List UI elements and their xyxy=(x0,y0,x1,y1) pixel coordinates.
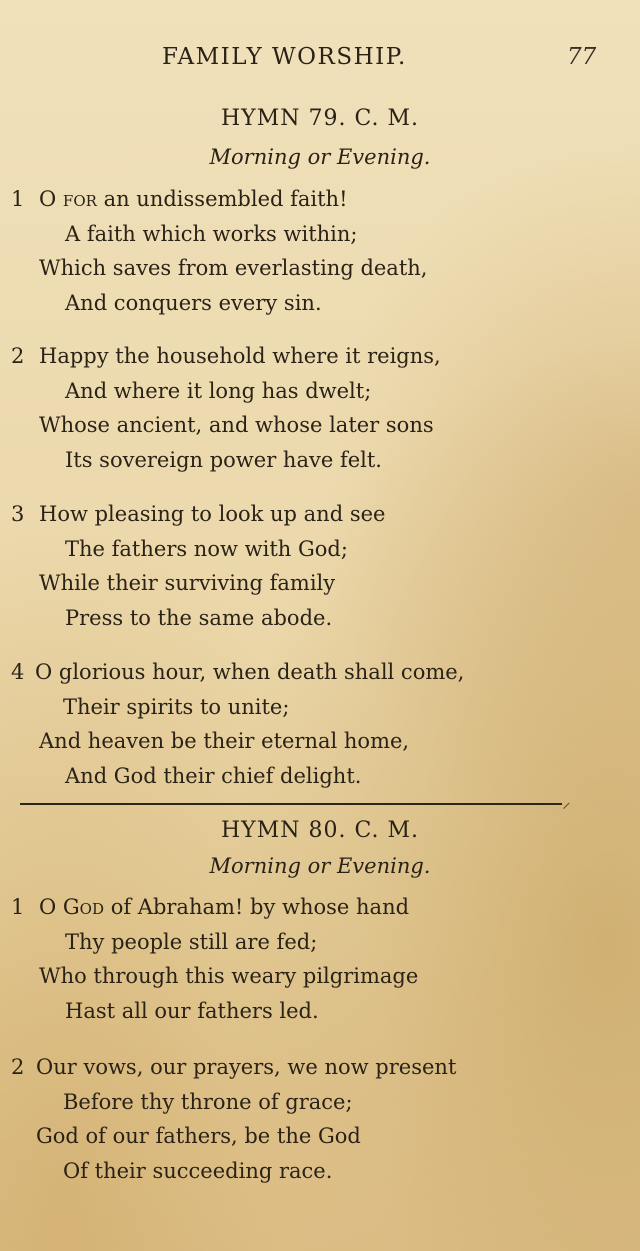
verse-line: Hast all our fathers led. xyxy=(65,998,319,1023)
verse-number: 1 xyxy=(11,187,25,211)
verse-line: O glorious hour, when death shall come, xyxy=(35,660,465,684)
verse-line: Which saves from everlasting death, xyxy=(39,256,428,280)
verse-line: Thy people still are fed; xyxy=(65,929,318,954)
hymn-79-title: HYMN 79. C. M. xyxy=(220,106,419,131)
verse-line: And God their chief delight. xyxy=(65,763,362,788)
verse-number: 4 xyxy=(11,660,25,684)
verse-line: O for an undissembled faith! xyxy=(39,187,348,211)
verse-line: And where it long has dwelt; xyxy=(65,378,372,403)
verse-line: How pleasing to look up and see xyxy=(39,502,386,526)
hymn-80-verse-1 xyxy=(0,890,640,1028)
hymn-79-verse-3 xyxy=(0,497,640,635)
verse-line: Their spirits to unite; xyxy=(63,694,290,719)
verse-line: The fathers now with God; xyxy=(65,536,348,561)
verse-line: And conquers every sin. xyxy=(65,290,322,315)
hymn-79-verse-2 xyxy=(0,339,640,477)
verse-line: And heaven be their eternal home, xyxy=(39,729,410,753)
section-divider xyxy=(20,803,562,805)
verse-number: 2 xyxy=(11,344,25,368)
verse-line: God of our fathers, be the God xyxy=(36,1124,361,1148)
verse-line: While their surviving family xyxy=(39,571,336,595)
verse-line: Happy the household where it reigns, xyxy=(39,344,441,368)
hymn-79-verse-4 xyxy=(0,655,640,793)
verse-line: Who through this weary pilgrimage xyxy=(39,964,419,988)
verse-number: 1 xyxy=(11,895,25,919)
hymn-80-title: HYMN 80. C. M. xyxy=(220,818,419,843)
verse-line: Press to the same abode. xyxy=(65,605,333,630)
verse-number: 2 xyxy=(11,1055,25,1079)
verse-line: Our vows, our prayers, we now present xyxy=(36,1055,457,1079)
verse-line: Its sovereign power have felt. xyxy=(65,447,382,472)
verse-number: 3 xyxy=(11,502,25,526)
hymn-80-subtitle: Morning or Evening. xyxy=(209,854,431,878)
verse-line: O God of Abraham! by whose hand xyxy=(39,895,410,919)
page-number: 77 xyxy=(567,44,597,70)
verse-line: Of their succeeding race. xyxy=(63,1158,333,1183)
verse-line: A faith which works within; xyxy=(65,221,358,246)
verse-line: Before thy throne of grace; xyxy=(63,1089,353,1114)
verse-line: Whose ancient, and whose later sons xyxy=(39,413,434,437)
running-head: FAMILY WORSHIP. xyxy=(162,44,407,70)
hymn-79-verse-1 xyxy=(0,182,640,320)
hymn-80-verse-2 xyxy=(0,1050,640,1188)
hymn-79-subtitle: Morning or Evening. xyxy=(209,145,431,169)
